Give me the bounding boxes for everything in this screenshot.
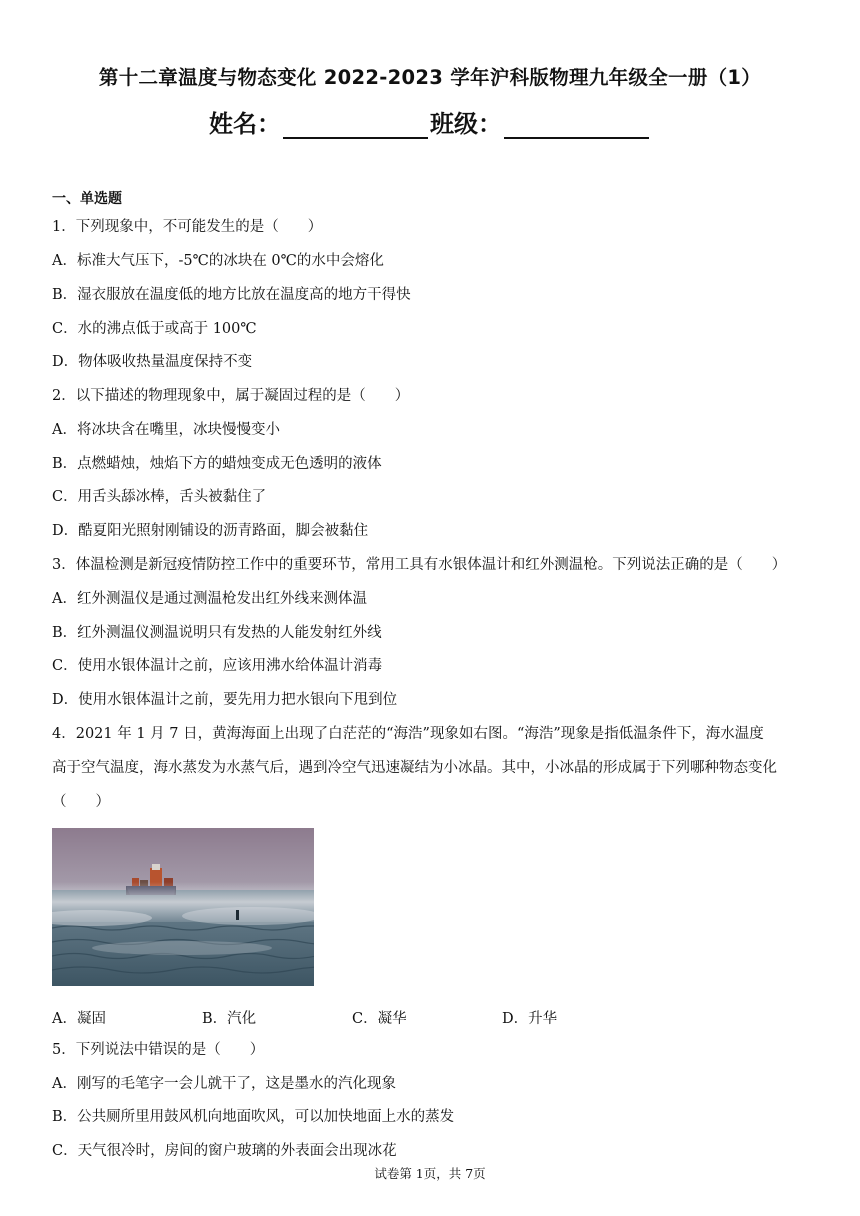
name-class-line	[0, 104, 860, 139]
question-2-option-c: C．用舌头舔冰棒，舌头被黏住了	[52, 489, 267, 505]
question-1-option-d: D．物体吸收热量温度保持不变	[52, 354, 253, 370]
question-1-option-a: A．标准大气压下，-5℃的冰块在 0℃的水中会熔化	[52, 253, 384, 269]
question-3-option-b: B．红外测温仪测温说明只有发热的人能发射红外线	[52, 625, 382, 641]
question-4-option-b: B．汽化	[202, 1011, 257, 1027]
question-3-stem: 3．体温检测是新冠疫情防控工作中的重要环节，常用工具有水银体温计和红外测温枪。下列说法正确的是（ ）	[52, 557, 787, 573]
question-1-option-c: C．水的沸点低于或高于 100℃	[52, 321, 257, 337]
question-3-option-d: D．使用水银体温计之前，要先用力把水银向下甩到位	[52, 692, 398, 708]
question-5-stem: 5．下列说法中错误的是（ ）	[52, 1042, 265, 1058]
question-4-option-a: A．凝固	[52, 1011, 106, 1027]
name-blank[interactable]	[283, 113, 428, 139]
class-blank[interactable]	[504, 113, 649, 139]
question-5-option-c: C．天气很冷时，房间的窗户玻璃的外表面会出现冰花	[52, 1143, 397, 1159]
section-heading: 一、单选题	[52, 191, 122, 207]
question-4-option-d: D．升华	[502, 1011, 558, 1027]
question-4-stem-line-3: （ ）	[52, 794, 110, 810]
question-2-stem: 2．以下描述的物理现象中，属于凝固过程的是（ ）	[52, 388, 410, 404]
question-5-option-a: A．刚写的毛笔字一会儿就干了，这是墨水的汽化现象	[52, 1076, 396, 1092]
question-5-option-b: B．公共厕所里用鼓风机向地面吹风，可以加快地面上水的蒸发	[52, 1109, 455, 1125]
page-footer: 试卷第 1页，共 7页	[374, 1166, 486, 1181]
question-2-option-a: A．将冰块含在嘴里，冰块慢慢变小	[52, 422, 280, 438]
question-2-option-d: D．酷夏阳光照射刚铺设的沥青路面，脚会被黏住	[52, 523, 369, 539]
question-2-option-b: B．点燃蜡烛，烛焰下方的蜡烛变成无色透明的液体	[52, 456, 382, 472]
question-3-option-c: C．使用水银体温计之前，应该用沸水给体温计消毒	[52, 658, 383, 674]
question-4-stem-line-1: 4．2021 年 1 月 7 日，黄海海面上出现了白茫茫的“海浩”现象如右图。“海浩”现象是指低温条件下，海水温度	[52, 726, 764, 742]
class-label: 班级：	[430, 110, 502, 138]
question-1-stem: 1．下列现象中，不可能发生的是（ ）	[52, 219, 323, 235]
question-4-stem-line-2: 高于空气温度，海水蒸发为水蒸气后，遇到冷空气迅速凝结为小冰晶。其中，小冰晶的形成属于下列哪种物态变化	[52, 760, 777, 776]
name-label: 姓名：	[209, 110, 281, 138]
page-title: 第十二章温度与物态变化 2022-2023 学年沪科版物理九年级全一册（1）	[98, 66, 762, 89]
question-3-option-a: A．红外测温仪是通过测温枪发出红外线来测体温	[52, 591, 367, 607]
question-1-option-b: B．湿衣服放在温度低的地方比放在温度高的地方干得快	[52, 287, 411, 303]
sea-smoke-ship-photo	[52, 828, 314, 986]
question-4-option-c: C．凝华	[352, 1011, 407, 1027]
